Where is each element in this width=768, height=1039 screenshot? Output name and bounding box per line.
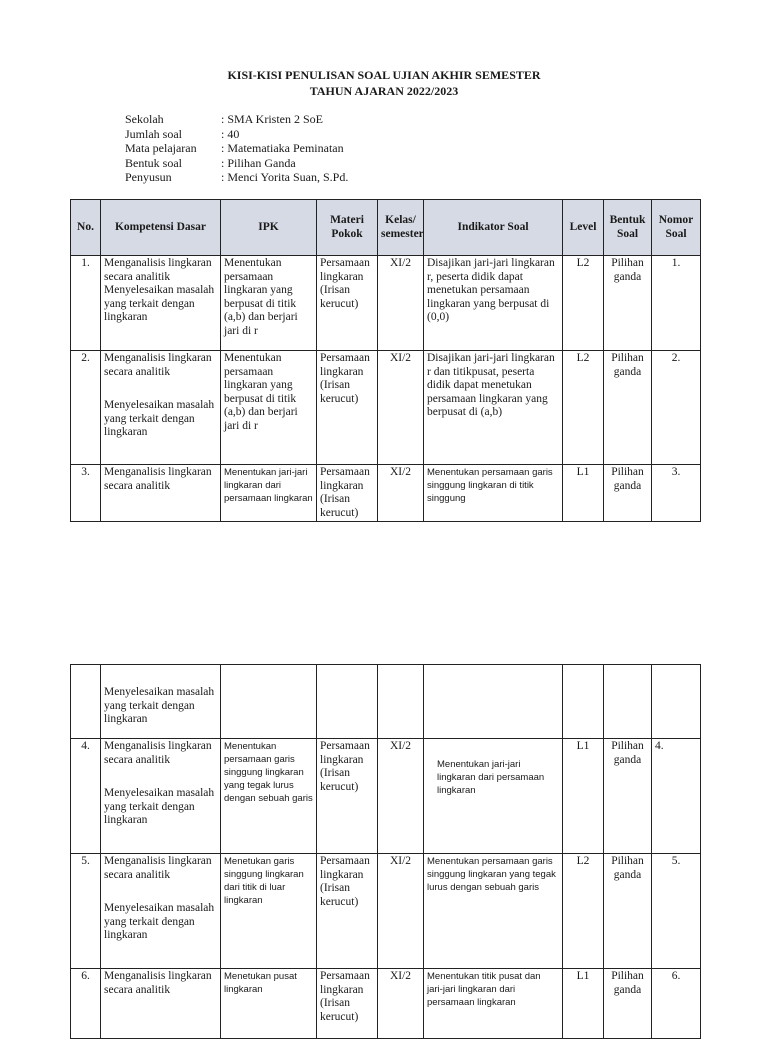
cell-kompetensi-dasar bbox=[101, 665, 221, 739]
cell-kelas: XI/2 bbox=[378, 969, 424, 1039]
meta-penyusun bbox=[125, 170, 348, 185]
meta-value: : 40 bbox=[221, 126, 240, 141]
cell-materi-pokok: Persamaan lingkaran (Irisan kerucut) bbox=[317, 854, 378, 969]
cell-kompetensi-dasar bbox=[101, 256, 221, 351]
kisi-kisi-table bbox=[70, 199, 701, 522]
indikator-text: Menentukan jari-jari lingkaran dari persamaan lingkaran bbox=[437, 759, 545, 796]
cell-indikator bbox=[424, 739, 563, 854]
cell-materi-pokok: Persamaan lingkaran (Irisan kerucut) bbox=[317, 465, 378, 522]
cell-nomor bbox=[652, 665, 701, 739]
cell-kelas: XI/2 bbox=[378, 465, 424, 522]
cell-materi-pokok: Persamaan lingkaran (Irisan kerucut) bbox=[317, 256, 378, 351]
header-indikator-soal: Indikator Soal bbox=[424, 200, 563, 256]
cell-nomor: 3. bbox=[652, 465, 701, 522]
cell-no: 4. bbox=[71, 739, 101, 854]
cell-kompetensi-dasar: Menganalisis lingkaran secara analitik bbox=[101, 969, 221, 1039]
cell-kompetensi-dasar: Menganalisis lingkaran secara analitik bbox=[101, 465, 221, 522]
cell-nomor: 5. bbox=[652, 854, 701, 969]
cell-no: 1. bbox=[71, 256, 101, 351]
document-meta bbox=[125, 112, 348, 185]
meta-jumlah-soal bbox=[125, 127, 348, 142]
header-row bbox=[71, 200, 701, 256]
cell-no: 2. bbox=[71, 351, 101, 465]
cell-materi-pokok: Persamaan lingkaran (Irisan kerucut) bbox=[317, 351, 378, 465]
kd-menyelesaikan: Menyelesaikan masalah yang terkait dengan lingkaran bbox=[104, 284, 215, 324]
cell-kompetensi-dasar bbox=[101, 739, 221, 854]
cell-ipk: Menetukan garis singgung lingkaran dari titik di luar lingkaran bbox=[221, 854, 317, 969]
meta-value: : SMA Kristen 2 SoE bbox=[221, 112, 324, 126]
cell-kelas: XI/2 bbox=[378, 256, 424, 351]
cell-no: 6. bbox=[71, 969, 101, 1039]
cell-ipk: Menetukan pusat lingkaran bbox=[221, 969, 317, 1039]
kisi-kisi-table-page-2 bbox=[70, 664, 701, 1039]
cell-indikator: Menentukan persamaan garis singgung lingkaran yang tegak lurus dengan sebuah garis bbox=[424, 854, 563, 969]
table-row bbox=[71, 256, 701, 351]
kd-analisis: Menganalisis lingkaran secara analitik bbox=[104, 740, 212, 766]
meta-bentuk-soal bbox=[125, 156, 348, 171]
cell-no bbox=[71, 665, 101, 739]
cell-kompetensi-dasar bbox=[101, 854, 221, 969]
document-title: KISI-KISI PENULISAN SOAL UJIAN AKHIR SEMESTER bbox=[227, 68, 541, 82]
cell-bentuk: Pilihan ganda bbox=[604, 465, 652, 522]
cell-materi-pokok bbox=[317, 665, 378, 739]
meta-label: Jumlah soal bbox=[125, 126, 182, 141]
meta-label: Penyusun bbox=[125, 170, 172, 185]
cell-kelas bbox=[378, 665, 424, 739]
cell-kelas: XI/2 bbox=[378, 854, 424, 969]
meta-value: : Menci Yorita Suan, S.Pd. bbox=[221, 170, 349, 185]
cell-nomor: 2. bbox=[652, 351, 701, 465]
cell-bentuk: Pilihan ganda bbox=[604, 854, 652, 969]
cell-ipk: Menentukan jari-jari lingkaran dari persamaan lingkaran bbox=[221, 465, 317, 522]
table-row bbox=[71, 854, 701, 969]
cell-indikator: Menentukan titik pusat dan jari-jari lingkaran dari persamaan lingkaran bbox=[424, 969, 563, 1039]
cell-level: L2 bbox=[563, 351, 604, 465]
cell-materi-pokok: Persamaan lingkaran (Irisan kerucut) bbox=[317, 969, 378, 1039]
document-subtitle: TAHUN AJARAN 2022/2023 bbox=[309, 84, 459, 98]
kd-menyelesaikan: Menyelesaikan masalah yang terkait dengan lingkaran bbox=[104, 399, 215, 439]
cell-nomor: 1. bbox=[652, 256, 701, 351]
kd-menyelesaikan: Menyelesaikan masalah yang terkait dengan lingkaran bbox=[104, 686, 215, 726]
table-row-continuation bbox=[71, 665, 701, 739]
meta-sekolah bbox=[125, 112, 348, 127]
cell-level bbox=[563, 665, 604, 739]
kd-analisis: Menganalisis lingkaran secara analitik bbox=[104, 855, 212, 881]
header-ipk: IPK bbox=[221, 200, 317, 256]
cell-nomor: 6. bbox=[652, 969, 701, 1039]
cell-no: 3. bbox=[71, 465, 101, 522]
cell-nomor: 4. bbox=[652, 739, 701, 854]
cell-level: L1 bbox=[563, 465, 604, 522]
meta-mata-pelajaran bbox=[125, 141, 348, 156]
cell-level: L1 bbox=[563, 969, 604, 1039]
header-materi-pokok: Materi Pokok bbox=[317, 200, 378, 256]
header-kelas-semester: Kelas/ semester bbox=[378, 200, 424, 256]
cell-kompetensi-dasar bbox=[101, 351, 221, 465]
meta-label: Mata pelajaran bbox=[125, 141, 197, 156]
kd-menyelesaikan: Menyelesaikan masalah yang terkait dengan lingkaran bbox=[104, 902, 215, 942]
cell-level: L2 bbox=[563, 256, 604, 351]
cell-ipk: Menentukan persamaan lingkaran yang berpusat di titik (a,b) dan berjari jari di r bbox=[221, 256, 317, 351]
cell-ipk bbox=[221, 665, 317, 739]
meta-label: Sekolah bbox=[125, 112, 164, 126]
cell-ipk: Menentukan persamaan lingkaran yang berpusat di titik (a,b) dan berjari jari di r bbox=[221, 351, 317, 465]
cell-level: L1 bbox=[563, 739, 604, 854]
header-level: Level bbox=[563, 200, 604, 256]
header-kompetensi-dasar: Kompetensi Dasar bbox=[101, 200, 221, 256]
cell-bentuk: Pilihan ganda bbox=[604, 256, 652, 351]
meta-value: : Pilihan Ganda bbox=[221, 155, 296, 170]
meta-label: Bentuk soal bbox=[125, 155, 182, 170]
table-row bbox=[71, 739, 701, 854]
table-row bbox=[71, 351, 701, 465]
kd-analisis: Menganalisis lingkaran secara analitik bbox=[104, 257, 212, 283]
header-no: No. bbox=[71, 200, 101, 256]
cell-indikator bbox=[424, 665, 563, 739]
cell-materi-pokok: Persamaan lingkaran (Irisan kerucut) bbox=[317, 739, 378, 854]
header-nomor-soal: Nomor Soal bbox=[652, 200, 701, 256]
cell-kelas: XI/2 bbox=[378, 739, 424, 854]
table-row bbox=[71, 969, 701, 1039]
header-bentuk-soal: Bentuk Soal bbox=[604, 200, 652, 256]
cell-kelas: XI/2 bbox=[378, 351, 424, 465]
meta-value: : Matematiaka Peminatan bbox=[221, 141, 344, 156]
cell-bentuk bbox=[604, 665, 652, 739]
cell-indikator: Disajikan jari-jari lingkaran r dan titikpusat, peserta didik dapat menetukan persamaan lingkaran yang berpusat di (a,b) bbox=[424, 351, 563, 465]
cell-no: 5. bbox=[71, 854, 101, 969]
cell-ipk: Menentukan persamaan garis singgung lingkaran yang tegak lurus dengan sebuah garis bbox=[221, 739, 317, 854]
table-row bbox=[71, 465, 701, 522]
cell-indikator: Menentukan persamaan garis singgung lingkaran di titik singgung bbox=[424, 465, 563, 522]
cell-bentuk: Pilihan ganda bbox=[604, 351, 652, 465]
kd-menyelesaikan: Menyelesaikan masalah yang terkait dengan lingkaran bbox=[104, 787, 215, 827]
cell-bentuk: Pilihan ganda bbox=[604, 739, 652, 854]
kd-analisis: Menganalisis lingkaran secara analitik bbox=[104, 352, 212, 378]
cell-level: L2 bbox=[563, 854, 604, 969]
cell-bentuk: Pilihan ganda bbox=[604, 969, 652, 1039]
cell-indikator: Disajikan jari-jari lingkaran r, peserta didik dapat menetukan persamaan lingkaran yang berpusat di (0,0) bbox=[424, 256, 563, 351]
